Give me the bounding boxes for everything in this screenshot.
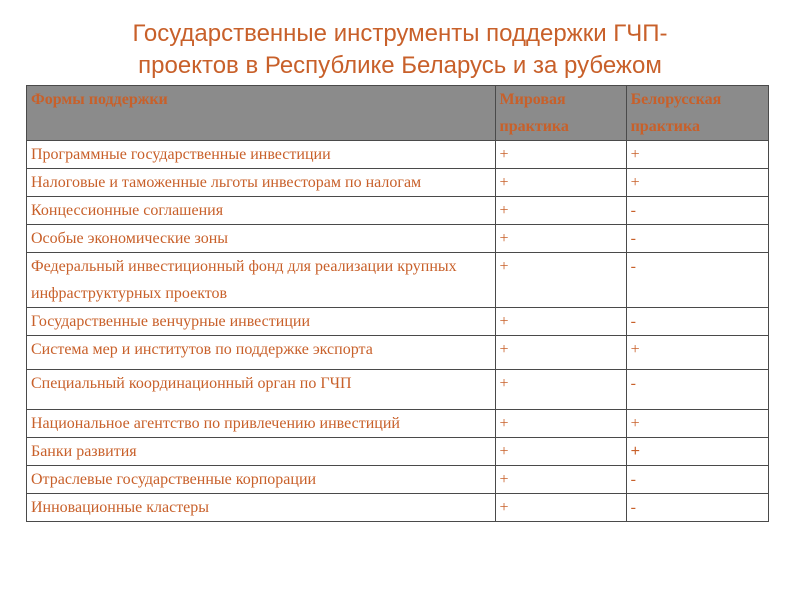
table-row xyxy=(27,466,769,494)
table-row xyxy=(27,336,769,370)
row-belarus: + xyxy=(626,410,768,438)
row-belarus: - xyxy=(626,253,768,308)
row-world: + xyxy=(495,494,626,522)
row-world: + xyxy=(495,197,626,225)
row-world: + xyxy=(495,438,626,466)
table-row xyxy=(27,225,769,253)
row-world: + xyxy=(495,370,626,410)
table-header-row xyxy=(27,86,769,141)
table-row xyxy=(27,370,769,410)
row-belarus: - xyxy=(626,225,768,253)
row-belarus: - xyxy=(626,308,768,336)
title-line-1: Государственные инструменты поддержки ГЧП- xyxy=(132,20,668,47)
table-row xyxy=(27,438,769,466)
row-form: Национальное агентство по привлечению инвестиций xyxy=(27,410,496,438)
row-form: Банки развития xyxy=(27,438,496,466)
row-belarus: - xyxy=(626,197,768,225)
table-row xyxy=(27,197,769,225)
row-form: Отраслевые государственные корпорации xyxy=(27,466,496,494)
row-form: Программные государственные инвестиции xyxy=(27,141,496,169)
row-belarus: + xyxy=(626,141,768,169)
row-form: Инновационные кластеры xyxy=(27,494,496,522)
table-row xyxy=(27,253,769,308)
row-form: Государственные венчурные инвестиции xyxy=(27,308,496,336)
row-belarus: - xyxy=(626,370,768,410)
row-world: + xyxy=(495,410,626,438)
row-world: + xyxy=(495,141,626,169)
row-belarus: - xyxy=(626,494,768,522)
table-row xyxy=(27,169,769,197)
row-world: + xyxy=(495,336,626,370)
row-world: + xyxy=(495,169,626,197)
table-row xyxy=(27,410,769,438)
table-row xyxy=(27,141,769,169)
row-form: Особые экономические зоны xyxy=(27,225,496,253)
row-belarus: + xyxy=(626,169,768,197)
table-row xyxy=(27,308,769,336)
row-world: + xyxy=(495,466,626,494)
title-line-2: проектов в Республике Беларусь и за рубежом xyxy=(138,52,662,79)
row-form: Система мер и институтов по поддержке экспорта xyxy=(27,336,496,370)
row-world: + xyxy=(495,308,626,336)
row-belarus: - xyxy=(626,466,768,494)
header-forms: Формы поддержки xyxy=(27,86,496,141)
row-form: Федеральный инвестиционный фонд для реализации крупных инфраструктурных проектов xyxy=(27,253,496,308)
row-belarus: + xyxy=(626,336,768,370)
support-table xyxy=(26,85,769,522)
table-row xyxy=(27,494,769,522)
row-form: Налоговые и таможенные льготы инвесторам по налогам xyxy=(27,169,496,197)
slide-title xyxy=(60,18,740,82)
header-world: Мировая практика xyxy=(495,86,626,141)
header-belarus: Белорусская практика xyxy=(626,86,768,141)
row-form: Специальный координационный орган по ГЧП xyxy=(27,370,496,410)
row-world: + xyxy=(495,253,626,308)
row-world: + xyxy=(495,225,626,253)
row-belarus: + xyxy=(626,438,768,466)
row-form: Концессионные соглашения xyxy=(27,197,496,225)
